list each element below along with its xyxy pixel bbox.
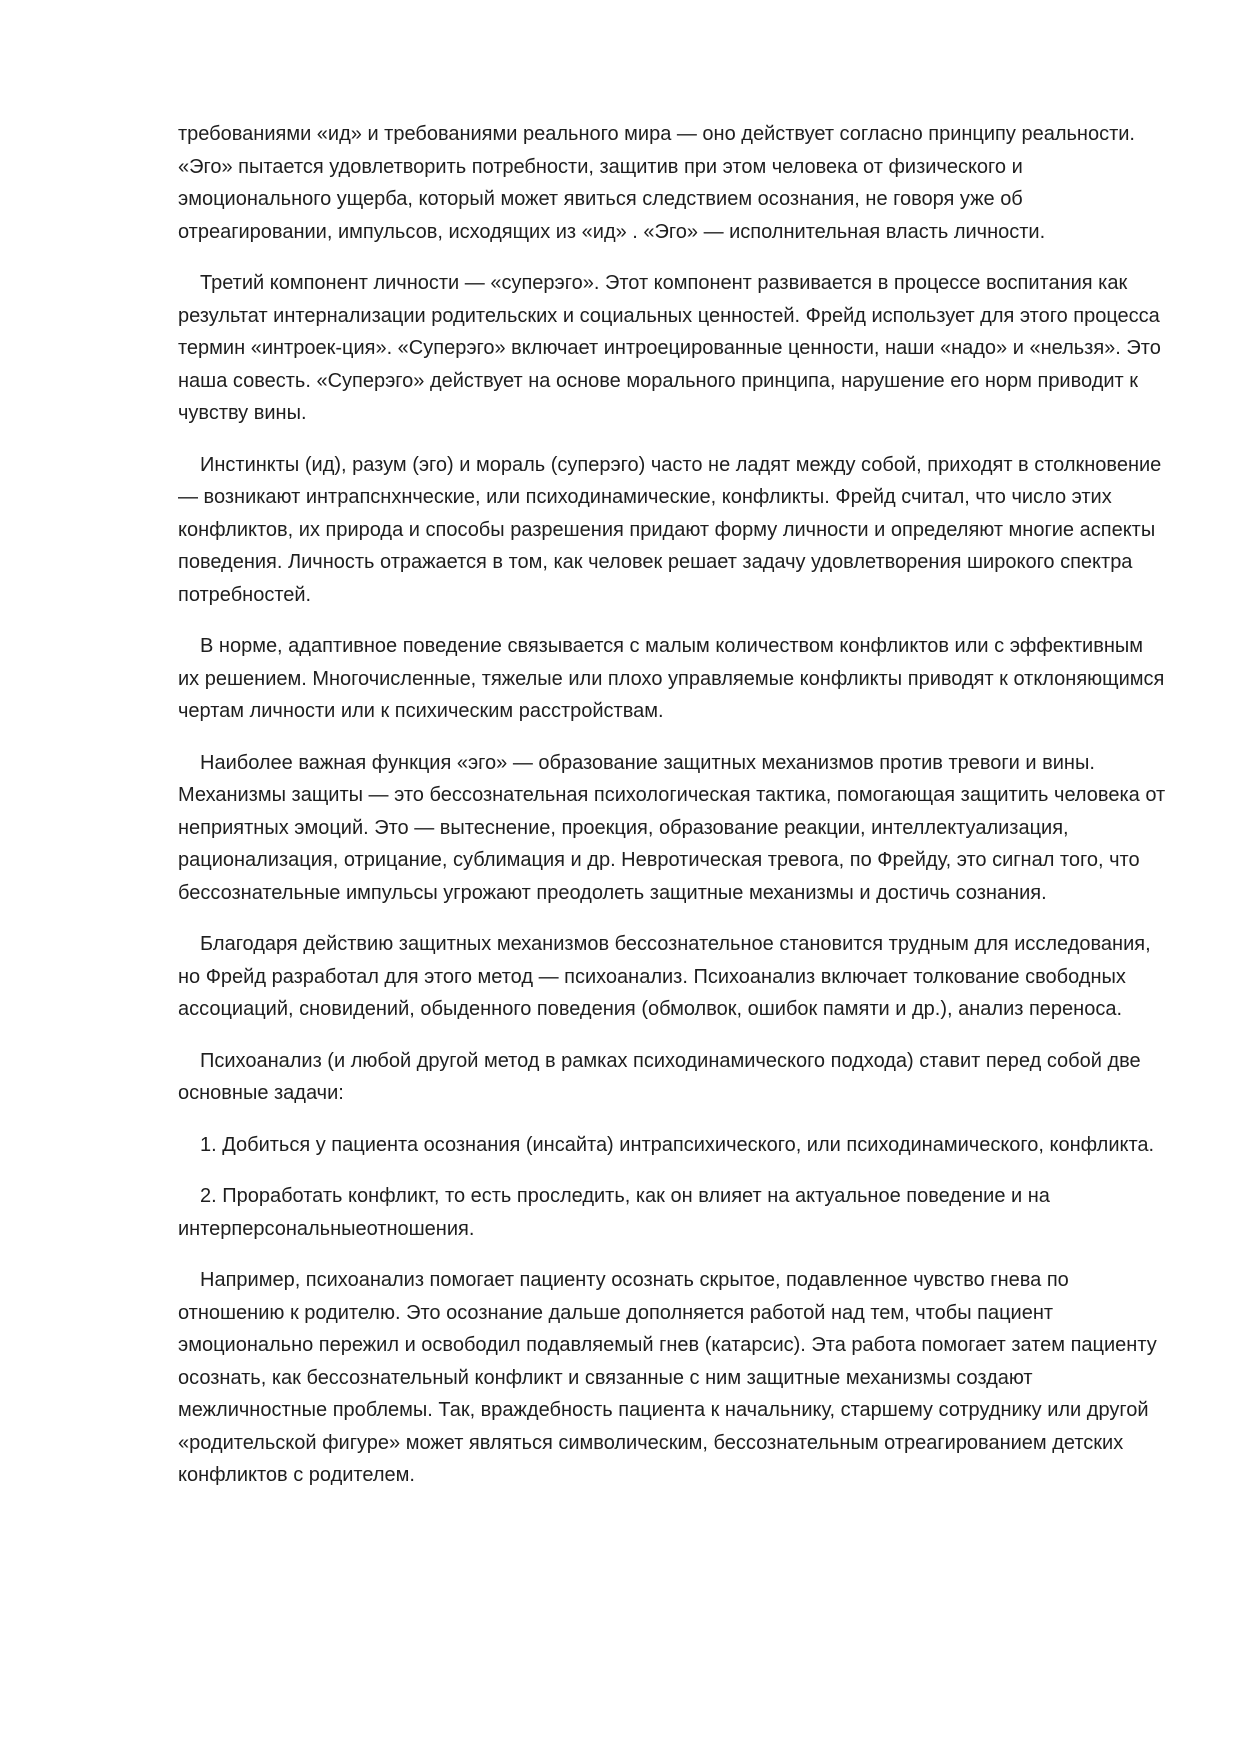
document-body xyxy=(178,118,1168,1511)
paragraph-two-tasks: Психоанализ (и любой другой метод в рамках психодинамического подхода) ставит перед собой две основные задачи: xyxy=(178,1049,1141,1104)
paragraph-conflicts: Инстинкты (ид), разум (эго) и мораль (суперэго) часто не ладят между собой, приходят в столкновение — возникают интрапснхнческие, или психодинамические, конфликты. Фрейд считал, что число этих конфликтов, их природа и способы разрешения придают форму личности и определяют многие аспекты поведения. Личность отражается в том, как человек решает задачу удовлетворения широкого спектра потребностей. xyxy=(178,453,1162,606)
paragraph-example: Например, психоанализ помогает пациенту осознать скрытое, подавленное чувство гнева по отношению к родителю. Это осознание дальше дополняется работой над тем, чтобы пациент эмоционально пережил и освободил подавляемый гнев (катарсис). Эта работа помогает затем пациенту осознать, как бессознательный конфликт и связанные с ним защитные механизмы создают межличностные проблемы. Так, враждебность пациента к начальнику, старшему сотруднику или другой «родительской фигуре» может являться символическим, бессознательным отреагированием детских конфликтов с родителем. xyxy=(178,1269,1157,1486)
paragraph-ego-reality: требованиями «ид» и требованиями реального мира — оно действует согласно принципу реальности. «Эго» пытается удовлетворить потребности, защитив при этом человека от физического и эмоционального ущерба, который может явиться следствием осознания, не говоря уже об отреагировании, импульсов, исходящих из «ид» . «Эго» — исполнительная власть личности. xyxy=(178,123,1135,243)
list-item-task-1: 1. Добиться у пациента осознания (инсайта) интрапсихического, или психодинамического, конфликта. xyxy=(200,1133,1155,1156)
paragraph-defense-mechanisms: Наиболее важная функция «эго» — образование защитных механизмов против тревоги и вины. Механизмы защиты — это бессознательная психологическая тактика, помогающая защитить человека от неприятных эмоций. Это — вытеснение, проекция, образование реакции, интеллектуализация, рационализация, отрицание, сублимация и др. Невротическая тревога, по Фрейду, это сигнал того, что бессознательные импульсы угрожают преодолеть защитные механизмы и достичь сознания. xyxy=(178,751,1166,904)
list-item-task-2: 2. Проработать конфликт, то есть проследить, как он влияет на актуальное поведение и на интерперсональныеотношения. xyxy=(178,1185,1050,1240)
paragraph-superego: Третий компонент личности — «суперэго». Этот компонент развивается в процессе воспитания как результат интернализации родительских и социальных ценностей. Фрейд использует для этого процесса термин «интроек-ция». «Суперэго» включает интроецированные ценности, наши «надо» и «нельзя». Это наша совесть. «Суперэго» действует на основе морального принципа, нарушение его норм приводит к чувству вины. xyxy=(178,272,1161,424)
paragraph-adaptive-behavior: В норме, адаптивное поведение связывается с малым количеством конфликтов или с эффективным их решением. Многочисленные, тяжелые или плохо управляемые конфликты приводят к отклоняющимся чертам личности или к психическим расстройствам. xyxy=(178,635,1165,722)
paragraph-psychoanalysis-method: Благодаря действию защитных механизмов бессознательное становится трудным для исследования, но Фрейд разработал для этого метод — психоанализ. Психоанализ включает толкование свободных ассоциаций, сновидений, обыденного поведения (обмолвок, ошибок памяти и др.), анализ переноса. xyxy=(178,933,1151,1020)
